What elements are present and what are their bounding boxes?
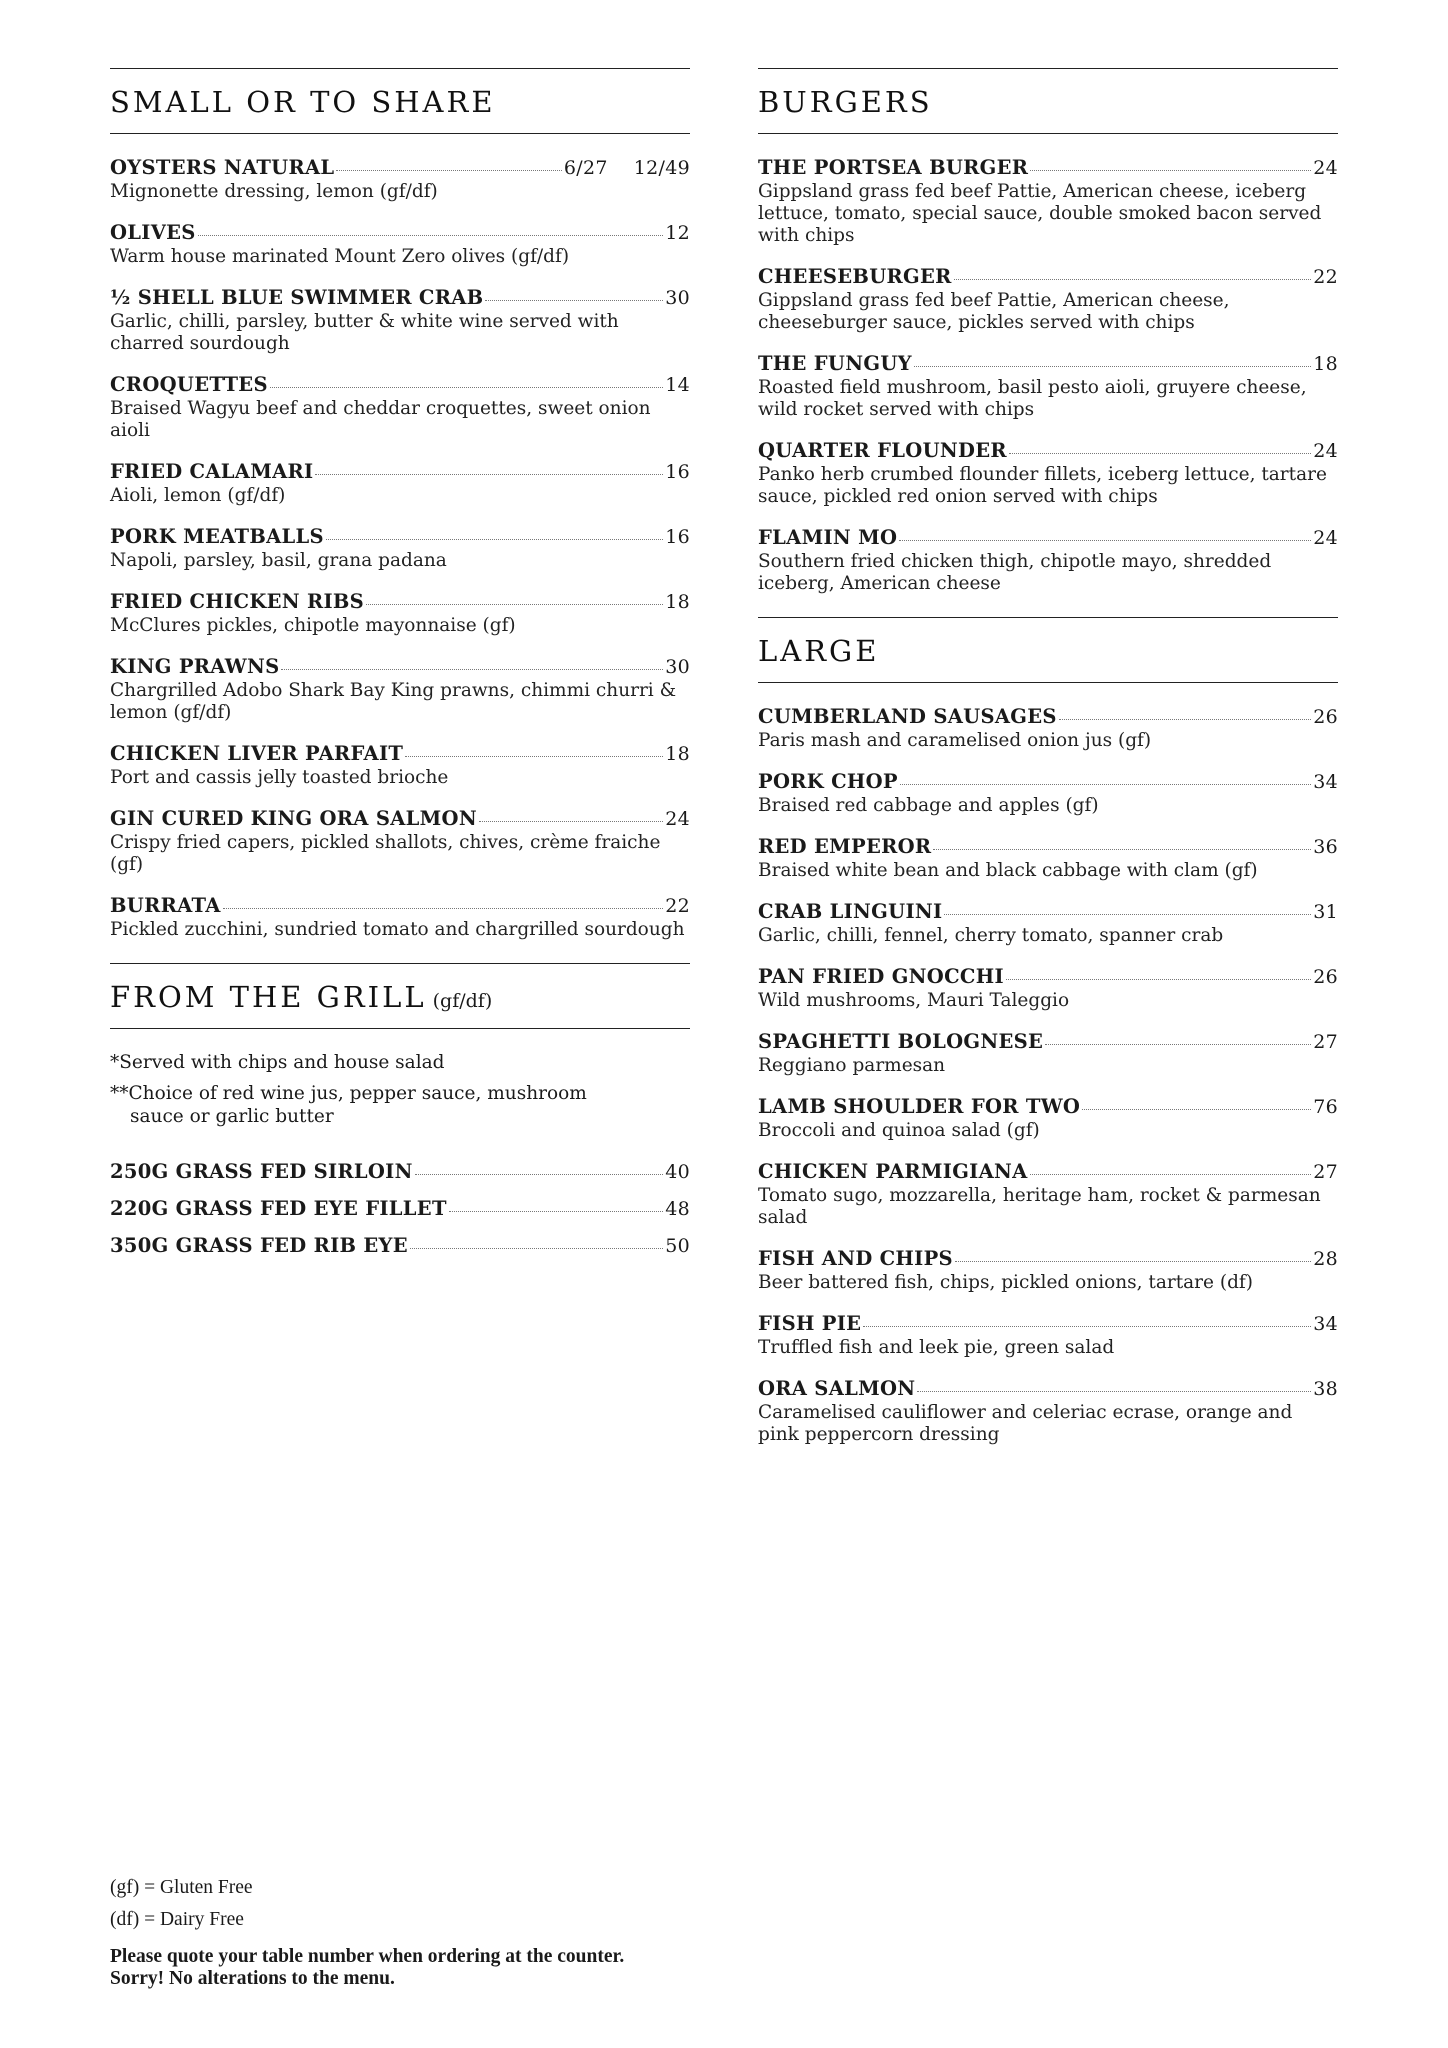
menu-item-line bbox=[110, 1197, 690, 1220]
menu-item-price: 28 bbox=[1313, 1248, 1338, 1270]
menu-item-price: 24 bbox=[1313, 157, 1338, 179]
menu-item-name: 350G GRASS FED RIB EYE bbox=[110, 1234, 408, 1257]
menu-item-description: Aioli, lemon (gf/df) bbox=[110, 485, 286, 506]
menu-item-description: Reggiano parmesan bbox=[758, 1055, 946, 1076]
legend-dairy-free: (df) = Dairy Free bbox=[110, 1909, 244, 1930]
menu-item-description: Garlic, chilli, fennel, cherry tomato, spanner crab bbox=[758, 925, 1224, 946]
menu-item bbox=[758, 526, 1338, 595]
menu-item bbox=[110, 1234, 690, 1257]
section-title: SMALL OR TO SHARE bbox=[110, 85, 496, 119]
menu-item bbox=[758, 265, 1338, 334]
menu-item bbox=[110, 655, 690, 724]
menu-item bbox=[758, 835, 1338, 882]
menu-item-line bbox=[110, 221, 690, 244]
menu-item-price-large: 12/49 bbox=[633, 157, 690, 179]
dot-leader bbox=[1030, 170, 1311, 171]
menu-item bbox=[758, 900, 1338, 947]
grill-note-sauce: **Choice of red wine jus, pepper sauce, mushroom bbox=[110, 1083, 587, 1104]
menu-item-price: 14 bbox=[665, 374, 690, 396]
dot-leader bbox=[281, 669, 663, 670]
dot-leader bbox=[223, 908, 664, 909]
menu-item-line bbox=[758, 900, 1338, 923]
menu-item-description: Paris mash and caramelised onion jus (gf) bbox=[758, 730, 1152, 751]
menu-item bbox=[758, 1312, 1338, 1359]
menu-item-price: 16 bbox=[665, 461, 690, 483]
dot-leader bbox=[479, 821, 663, 822]
menu-item-price: 36 bbox=[1313, 836, 1338, 858]
section-header bbox=[758, 617, 1338, 683]
menu-item-description: Roasted field mushroom, basil pesto aioli, gruyere cheese, wild rocket served with chips bbox=[758, 377, 1307, 420]
dot-leader bbox=[914, 366, 1311, 367]
menu-item-price: 22 bbox=[665, 895, 690, 917]
menu-item-name: 220G GRASS FED EYE FILLET bbox=[110, 1197, 447, 1220]
menu-item-line bbox=[110, 807, 690, 830]
menu-item-price: 22 bbox=[1313, 266, 1338, 288]
menu-item-price: 34 bbox=[1313, 1313, 1338, 1335]
menu-item-description: Panko herb crumbed flounder fillets, iceberg lettuce, tartare sauce, pickled red onion served with chips bbox=[758, 464, 1327, 507]
menu-item-line bbox=[110, 1160, 690, 1183]
menu-item bbox=[758, 965, 1338, 1012]
menu-item-name: FISH AND CHIPS bbox=[758, 1247, 953, 1270]
dot-leader bbox=[917, 1391, 1311, 1392]
section-small-or-to-share bbox=[110, 68, 690, 941]
menu-item-price: 30 bbox=[665, 656, 690, 678]
dot-leader bbox=[326, 539, 663, 540]
menu-item-price: 24 bbox=[1313, 440, 1338, 462]
menu-item-name: 250G GRASS FED SIRLOIN bbox=[110, 1160, 413, 1183]
menu-item-line bbox=[758, 1312, 1338, 1335]
dot-leader bbox=[336, 170, 561, 171]
dot-leader bbox=[1045, 1044, 1311, 1045]
menu-item bbox=[758, 439, 1338, 508]
dot-leader bbox=[944, 914, 1311, 915]
menu-item-line bbox=[758, 439, 1338, 462]
dot-leader bbox=[933, 849, 1311, 850]
menu-item-price: 27 bbox=[1313, 1031, 1338, 1053]
dot-leader bbox=[899, 540, 1311, 541]
menu-item-line bbox=[758, 156, 1338, 179]
dot-leader bbox=[405, 756, 663, 757]
menu-item bbox=[758, 1377, 1338, 1446]
footer-message-order: Please quote your table number when ordering at the counter. bbox=[110, 1946, 625, 1967]
menu-item-description: Tomato sugo, mozzarella, heritage ham, rocket & parmesan salad bbox=[758, 1185, 1321, 1228]
menu-item bbox=[110, 807, 690, 876]
menu-item-price: 31 bbox=[1313, 901, 1338, 923]
menu-item-line bbox=[110, 286, 690, 309]
menu-item bbox=[758, 1160, 1338, 1229]
burgers-items-list bbox=[758, 156, 1338, 595]
menu-item-name: CHICKEN PARMIGIANA bbox=[758, 1160, 1028, 1183]
menu-item-description: Gippsland grass fed beef Pattie, American cheese, iceberg lettuce, tomato, special sauce, double smoked bacon served with chips bbox=[758, 181, 1322, 246]
dot-leader bbox=[863, 1326, 1311, 1327]
menu-item-description: Braised Wagyu beef and cheddar croquettes, sweet onion aioli bbox=[110, 398, 651, 441]
menu-item-price: 18 bbox=[1313, 353, 1338, 375]
menu-item-price: 27 bbox=[1313, 1161, 1338, 1183]
grill-note-sauce-cont: sauce or garlic butter bbox=[130, 1106, 334, 1127]
menu-item-name: OLIVES bbox=[110, 221, 196, 244]
dot-leader bbox=[366, 604, 663, 605]
menu-item-name: ORA SALMON bbox=[758, 1377, 916, 1400]
dot-leader bbox=[315, 474, 663, 475]
legend-gluten-free: (gf) = Gluten Free bbox=[110, 1877, 253, 1898]
menu-item-price: 26 bbox=[1313, 706, 1338, 728]
menu-item-line bbox=[758, 835, 1338, 858]
menu-item-line bbox=[758, 265, 1338, 288]
menu-item-description: Mignonette dressing, lemon (gf/df) bbox=[110, 181, 438, 202]
section-header bbox=[758, 68, 1338, 134]
menu-item-price: 50 bbox=[665, 1235, 690, 1257]
menu-item-description: Braised white bean and black cabbage with clam (gf) bbox=[758, 860, 1258, 881]
menu-item-price: 40 bbox=[665, 1161, 690, 1183]
dot-leader bbox=[485, 300, 663, 301]
footer-message bbox=[110, 1946, 750, 1990]
menu-item-description: Pickled zucchini, sundried tomato and chargrilled sourdough bbox=[110, 919, 685, 940]
menu-item bbox=[758, 156, 1338, 247]
menu-item-line bbox=[758, 770, 1338, 793]
menu-item-description: Southern fried chicken thigh, chipotle mayo, shredded iceberg, American cheese bbox=[758, 551, 1272, 594]
menu-item bbox=[110, 221, 690, 268]
menu-item-price: 48 bbox=[665, 1198, 690, 1220]
menu-item-description: Port and cassis jelly toasted brioche bbox=[110, 767, 449, 788]
left-column bbox=[110, 0, 690, 1271]
footer-message-alterations: Sorry! No alterations to the menu. bbox=[110, 1968, 395, 1989]
dot-leader bbox=[270, 387, 663, 388]
menu-item-line bbox=[758, 965, 1338, 988]
menu-item bbox=[110, 590, 690, 637]
menu-item-description: Napoli, parsley, basil, grana padana bbox=[110, 550, 447, 571]
menu-item bbox=[110, 286, 690, 355]
menu-item bbox=[110, 894, 690, 941]
section-note: (gf/df) bbox=[432, 990, 493, 1012]
menu-item-name: KING PRAWNS bbox=[110, 655, 280, 678]
menu-item-price: 18 bbox=[665, 743, 690, 765]
menu-item-line bbox=[110, 894, 690, 917]
menu-item-name: CRAB LINGUINI bbox=[758, 900, 943, 923]
menu-item-line bbox=[110, 525, 690, 548]
menu-item-description: McClures pickles, chipotle mayonnaise (gf) bbox=[110, 615, 516, 636]
menu-item bbox=[110, 1197, 690, 1220]
menu-item-price: 18 bbox=[665, 591, 690, 613]
menu-item bbox=[758, 1095, 1338, 1142]
right-column bbox=[758, 0, 1338, 1464]
menu-item-description: Truffled fish and leek pie, green salad bbox=[758, 1337, 1115, 1358]
menu-item-name: OYSTERS NATURAL bbox=[110, 156, 335, 179]
section-title: FROM THE GRILL bbox=[110, 980, 427, 1014]
menu-item-line bbox=[110, 742, 690, 765]
menu-item-name: PORK MEATBALLS bbox=[110, 525, 324, 548]
section-title: BURGERS bbox=[758, 85, 933, 119]
menu-item-name: LAMB SHOULDER FOR TWO bbox=[758, 1095, 1081, 1118]
menu-item-name: CUMBERLAND SAUSAGES bbox=[758, 705, 1057, 728]
menu-item bbox=[758, 1030, 1338, 1077]
dot-leader bbox=[198, 235, 664, 236]
large-items-list bbox=[758, 705, 1338, 1446]
menu-item bbox=[758, 705, 1338, 752]
menu-item-name: ½ SHELL BLUE SWIMMER CRAB bbox=[110, 286, 484, 309]
menu-footer bbox=[110, 1872, 750, 1990]
menu-item-name: FRIED CALAMARI bbox=[110, 460, 314, 483]
menu-item-price: 38 bbox=[1313, 1378, 1338, 1400]
menu-item-name: CHEESEBURGER bbox=[758, 265, 952, 288]
menu-item bbox=[758, 1247, 1338, 1294]
menu-item bbox=[110, 460, 690, 507]
menu-item-line bbox=[758, 526, 1338, 549]
menu-item-description: Braised red cabbage and apples (gf) bbox=[758, 795, 1099, 816]
menu-item-name: FISH PIE bbox=[758, 1312, 862, 1335]
dot-leader bbox=[415, 1174, 664, 1175]
menu-item bbox=[110, 156, 690, 203]
small-items-list bbox=[110, 156, 690, 941]
menu-item-name: FLAMIN MO bbox=[758, 526, 898, 549]
dot-leader bbox=[955, 1261, 1311, 1262]
menu-item-price: 30 bbox=[665, 287, 690, 309]
menu-item-line bbox=[758, 1160, 1338, 1183]
menu-item-name: PAN FRIED GNOCCHI bbox=[758, 965, 1004, 988]
menu-item-line bbox=[110, 156, 690, 179]
dot-leader bbox=[1009, 453, 1311, 454]
dot-leader bbox=[954, 279, 1312, 280]
menu-item-name: QUARTER FLOUNDER bbox=[758, 439, 1007, 462]
menu-item-line bbox=[758, 352, 1338, 375]
menu-item-name: RED EMPEROR bbox=[758, 835, 932, 858]
section-header bbox=[110, 68, 690, 134]
menu-item-description: Beer battered fish, chips, pickled onions, tartare (df) bbox=[758, 1272, 1253, 1293]
menu-item-price: 26 bbox=[1313, 966, 1338, 988]
menu-item-description: Garlic, chilli, parsley, butter & white wine served with charred sourdough bbox=[110, 311, 619, 354]
menu-item-line bbox=[110, 590, 690, 613]
menu-item bbox=[110, 742, 690, 789]
menu-item-price: 12 bbox=[665, 222, 690, 244]
menu-item bbox=[110, 525, 690, 572]
menu-item-description: Broccoli and quinoa salad (gf) bbox=[758, 1120, 1040, 1141]
dot-leader bbox=[1059, 719, 1311, 720]
menu-item-line bbox=[758, 1247, 1338, 1270]
menu-item-line bbox=[758, 1377, 1338, 1400]
section-large bbox=[758, 617, 1338, 1446]
menu-item-line bbox=[110, 655, 690, 678]
menu-item-line bbox=[758, 1095, 1338, 1118]
menu-item-line bbox=[758, 1030, 1338, 1053]
menu-item-price: 34 bbox=[1313, 771, 1338, 793]
dot-leader bbox=[1082, 1109, 1311, 1110]
menu-item-line bbox=[110, 1234, 690, 1257]
menu-item bbox=[110, 373, 690, 442]
section-title: LARGE bbox=[758, 634, 880, 668]
menu-item-line bbox=[110, 373, 690, 396]
grill-items-list bbox=[110, 1160, 690, 1257]
dot-leader bbox=[1006, 979, 1311, 980]
menu-item-price: 24 bbox=[1313, 527, 1338, 549]
menu-item-description: Crispy fried capers, pickled shallots, chives, crème fraiche (gf) bbox=[110, 832, 661, 875]
section-burgers bbox=[758, 68, 1338, 595]
menu-item-name: BURRATA bbox=[110, 894, 221, 917]
menu-item-price: 24 bbox=[665, 808, 690, 830]
section-from-the-grill bbox=[110, 963, 690, 1257]
menu-item-name: THE PORTSEA BURGER bbox=[758, 156, 1029, 179]
grill-notes bbox=[110, 1051, 690, 1128]
menu-item-name: CROQUETTES bbox=[110, 373, 268, 396]
menu-item-price: 6/27 bbox=[563, 157, 608, 179]
menu-item bbox=[758, 770, 1338, 817]
menu-item-name: CHICKEN LIVER PARFAIT bbox=[110, 742, 404, 765]
menu-item-description: Wild mushrooms, Mauri Taleggio bbox=[758, 990, 1070, 1011]
menu-item-price: 76 bbox=[1313, 1096, 1338, 1118]
menu-item-line bbox=[758, 705, 1338, 728]
dot-leader bbox=[410, 1248, 663, 1249]
dot-leader bbox=[1030, 1174, 1312, 1175]
grill-note-chips: *Served with chips and house salad bbox=[110, 1052, 445, 1073]
menu-item bbox=[110, 1160, 690, 1183]
menu-item-name: PORK CHOP bbox=[758, 770, 898, 793]
dot-leader bbox=[900, 784, 1311, 785]
menu-item-name: THE FUNGUY bbox=[758, 352, 912, 375]
menu-item bbox=[758, 352, 1338, 421]
menu-item-name: GIN CURED KING ORA SALMON bbox=[110, 807, 477, 830]
section-header bbox=[110, 963, 690, 1029]
menu-item-price: 16 bbox=[665, 526, 690, 548]
menu-item-description: Caramelised cauliflower and celeriac ecrase, orange and pink peppercorn dressing bbox=[758, 1402, 1293, 1445]
menu-item-description: Chargrilled Adobo Shark Bay King prawns, chimmi churri & lemon (gf/df) bbox=[110, 680, 677, 723]
menu-item-name: FRIED CHICKEN RIBS bbox=[110, 590, 365, 613]
menu-item-name: SPAGHETTI BOLOGNESE bbox=[758, 1030, 1044, 1053]
menu-item-line bbox=[110, 460, 690, 483]
menu-item-description: Gippsland grass fed beef Pattie, American cheese, cheeseburger sauce, pickles served with chips bbox=[758, 290, 1230, 333]
menu-item-description: Warm house marinated Mount Zero olives (gf/df) bbox=[110, 246, 570, 267]
dot-leader bbox=[449, 1211, 663, 1212]
